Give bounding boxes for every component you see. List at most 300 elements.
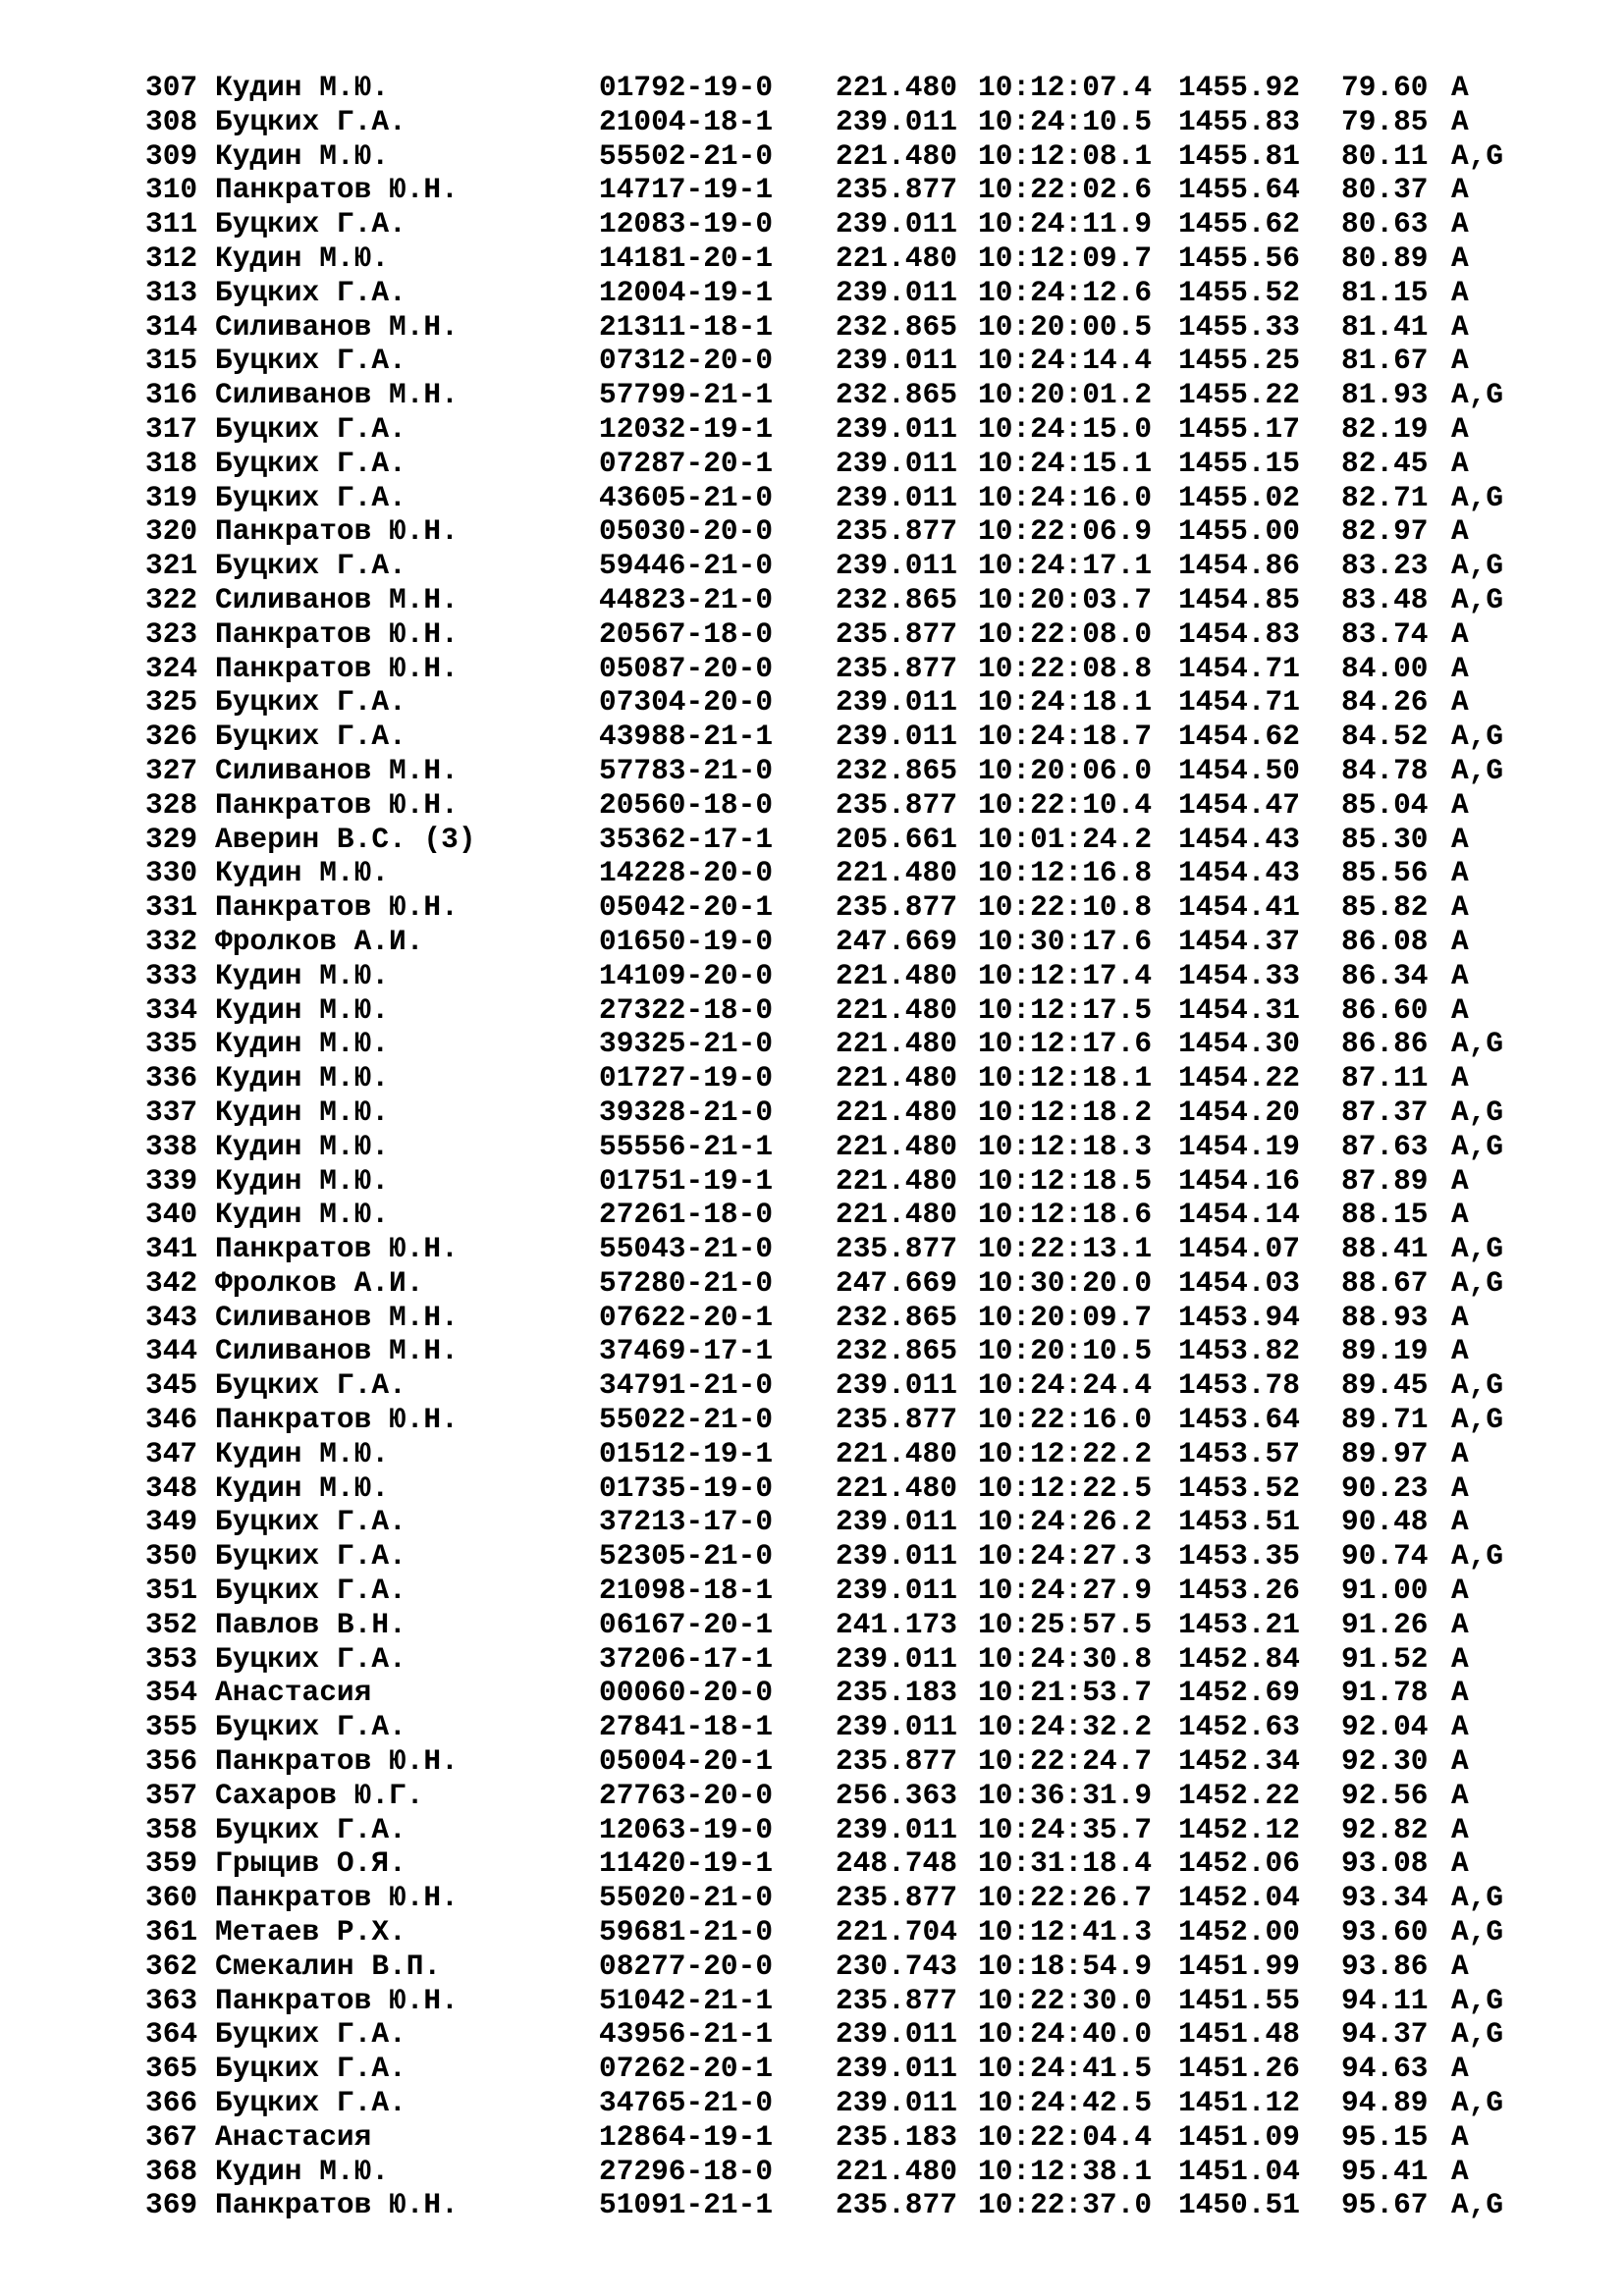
row-coefficient: 88.15: [1341, 1198, 1429, 1232]
row-distance: 239.011: [836, 344, 957, 378]
row-owner-name: Фролков А.И.: [215, 924, 424, 958]
row-flags: A: [1451, 1300, 1469, 1334]
row-ring-number: 05004-20-1: [599, 1744, 774, 1779]
row-owner-name: Павлов В.Н.: [215, 1607, 406, 1641]
row-distance: 221.480: [836, 856, 957, 890]
row-ring-number: 57280-21-0: [599, 1265, 774, 1300]
row-flags: A: [1451, 1846, 1469, 1881]
row-arrival-time: 10:24:14.4: [978, 344, 1153, 378]
row-coefficient: 91.26: [1341, 1607, 1429, 1641]
row-distance: 248.748: [836, 1846, 957, 1881]
row-position: 345: [145, 1368, 198, 1403]
row-ring-number: 27763-20-0: [599, 1778, 774, 1812]
row-distance: 221.480: [836, 1470, 957, 1505]
row-arrival-time: 10:12:22.2: [978, 1436, 1153, 1470]
row-owner-name: Силиванов М.Н.: [215, 1334, 459, 1368]
row-speed: 1452.63: [1178, 1710, 1300, 1744]
row-arrival-time: 10:22:26.7: [978, 1881, 1153, 1915]
row-arrival-time: 10:24:35.7: [978, 1812, 1153, 1846]
row-arrival-time: 10:20:10.5: [978, 1334, 1153, 1368]
row-speed: 1454.37: [1178, 924, 1300, 958]
row-position: 358: [145, 1812, 198, 1846]
row-arrival-time: 10:22:08.8: [978, 651, 1153, 685]
row-distance: 239.011: [836, 720, 957, 754]
row-distance: 221.480: [836, 138, 957, 173]
row-flags: A: [1451, 2052, 1469, 2086]
row-speed: 1451.12: [1178, 2086, 1300, 2120]
row-ring-number: 43605-21-0: [599, 480, 774, 514]
row-arrival-time: 10:24:10.5: [978, 104, 1153, 138]
row-coefficient: 84.52: [1341, 720, 1429, 754]
row-coefficient: 92.04: [1341, 1710, 1429, 1744]
row-position: 312: [145, 240, 198, 275]
row-speed: 1455.83: [1178, 104, 1300, 138]
row-position: 350: [145, 1539, 198, 1574]
row-flags: A,G: [1451, 1027, 1504, 1061]
row-speed: 1455.81: [1178, 138, 1300, 173]
row-flags: A,G: [1451, 1129, 1504, 1163]
row-coefficient: 86.34: [1341, 958, 1429, 992]
row-arrival-time: 10:12:18.3: [978, 1129, 1153, 1163]
row-owner-name: Буцких Г.А.: [215, 344, 406, 378]
row-speed: 1453.35: [1178, 1539, 1300, 1574]
row-flags: A: [1451, 992, 1469, 1027]
row-owner-name: Панкратов Ю.Н.: [215, 1744, 459, 1779]
row-distance: 235.183: [836, 2119, 957, 2154]
row-flags: A: [1451, 856, 1469, 890]
row-ring-number: 06167-20-1: [599, 1607, 774, 1641]
row-flags: A: [1451, 104, 1469, 138]
row-flags: A: [1451, 344, 1469, 378]
row-speed: 1454.47: [1178, 787, 1300, 822]
row-ring-number: 44823-21-0: [599, 582, 774, 616]
row-owner-name: Кудин М.Ю.: [215, 1061, 390, 1095]
row-arrival-time: 10:12:38.1: [978, 2154, 1153, 2188]
row-coefficient: 94.63: [1341, 2052, 1429, 2086]
row-arrival-time: 10:22:24.7: [978, 1744, 1153, 1779]
row-flags: A: [1451, 1949, 1469, 1983]
row-distance: 221.480: [836, 71, 957, 104]
row-arrival-time: 10:22:30.0: [978, 1983, 1153, 2017]
row-ring-number: 55043-21-0: [599, 1232, 774, 1266]
row-position: 369: [145, 2188, 198, 2222]
row-ring-number: 51042-21-1: [599, 1983, 774, 2017]
row-arrival-time: 10:20:00.5: [978, 309, 1153, 344]
row-coefficient: 83.74: [1341, 616, 1429, 651]
row-distance: 235.877: [836, 616, 957, 651]
row-speed: 1451.09: [1178, 2119, 1300, 2154]
row-owner-name: Панкратов Ю.Н.: [215, 2188, 459, 2222]
row-coefficient: 84.00: [1341, 651, 1429, 685]
row-position: 367: [145, 2119, 198, 2154]
row-ring-number: 14228-20-0: [599, 856, 774, 890]
row-position: 362: [145, 1949, 198, 1983]
row-flags: A: [1451, 446, 1469, 480]
row-flags: A: [1451, 207, 1469, 241]
row-coefficient: 94.89: [1341, 2086, 1429, 2120]
row-coefficient: 82.19: [1341, 411, 1429, 446]
row-distance: 232.865: [836, 1334, 957, 1368]
row-distance: 232.865: [836, 582, 957, 616]
row-position: 349: [145, 1505, 198, 1539]
row-arrival-time: 10:12:18.1: [978, 1061, 1153, 1095]
row-owner-name: Буцких Г.А.: [215, 1505, 406, 1539]
row-speed: 1455.62: [1178, 207, 1300, 241]
row-owner-name: Кудин М.Ю.: [215, 1198, 390, 1232]
row-speed: 1454.14: [1178, 1198, 1300, 1232]
row-coefficient: 91.52: [1341, 1641, 1429, 1676]
row-ring-number: 43956-21-1: [599, 2017, 774, 2052]
row-arrival-time: 10:36:31.9: [978, 1778, 1153, 1812]
row-distance: 235.877: [836, 1881, 957, 1915]
row-position: 344: [145, 1334, 198, 1368]
row-speed: 1453.78: [1178, 1368, 1300, 1403]
row-coefficient: 87.89: [1341, 1163, 1429, 1198]
row-owner-name: Буцких Г.А.: [215, 685, 406, 720]
row-distance: 239.011: [836, 1641, 957, 1676]
row-flags: A: [1451, 890, 1469, 925]
row-arrival-time: 10:24:40.0: [978, 2017, 1153, 2052]
row-distance: 241.173: [836, 1607, 957, 1641]
row-position: 326: [145, 720, 198, 754]
row-coefficient: 80.89: [1341, 240, 1429, 275]
row-arrival-time: 10:30:20.0: [978, 1265, 1153, 1300]
row-position: 318: [145, 446, 198, 480]
row-owner-name: Панкратов Ю.Н.: [215, 1983, 459, 2017]
row-coefficient: 89.19: [1341, 1334, 1429, 1368]
row-speed: 1454.31: [1178, 992, 1300, 1027]
row-ring-number: 39328-21-0: [599, 1095, 774, 1129]
row-owner-name: Буцких Г.А.: [215, 2017, 406, 2052]
row-owner-name: Панкратов Ю.Н.: [215, 787, 459, 822]
row-flags: A,G: [1451, 1232, 1504, 1266]
row-arrival-time: 10:24:18.1: [978, 685, 1153, 720]
row-position: 351: [145, 1574, 198, 1608]
row-coefficient: 94.37: [1341, 2017, 1429, 2052]
row-speed: 1452.12: [1178, 1812, 1300, 1846]
row-ring-number: 35362-17-1: [599, 822, 774, 856]
row-distance: 205.661: [836, 822, 957, 856]
row-flags: A: [1451, 651, 1469, 685]
row-flags: A: [1451, 1744, 1469, 1779]
row-flags: A: [1451, 514, 1469, 549]
row-coefficient: 93.60: [1341, 1915, 1429, 1949]
row-flags: A,G: [1451, 1881, 1504, 1915]
row-arrival-time: 10:22:06.9: [978, 514, 1153, 549]
row-position: 308: [145, 104, 198, 138]
row-arrival-time: 10:22:13.1: [978, 1232, 1153, 1266]
row-position: 313: [145, 275, 198, 309]
row-position: 366: [145, 2086, 198, 2120]
row-distance: 221.480: [836, 992, 957, 1027]
row-distance: 239.011: [836, 1574, 957, 1608]
row-coefficient: 91.00: [1341, 1574, 1429, 1608]
row-distance: 239.011: [836, 1505, 957, 1539]
row-owner-name: Аверин В.С. (3): [215, 822, 476, 856]
row-ring-number: 08277-20-0: [599, 1949, 774, 1983]
row-distance: 239.011: [836, 1539, 957, 1574]
row-coefficient: 81.15: [1341, 275, 1429, 309]
row-distance: 235.877: [836, 1744, 957, 1779]
row-speed: 1452.06: [1178, 1846, 1300, 1881]
row-ring-number: 34765-21-0: [599, 2086, 774, 2120]
row-distance: 235.877: [836, 1983, 957, 2017]
row-arrival-time: 10:24:15.0: [978, 411, 1153, 446]
row-distance: 247.669: [836, 1265, 957, 1300]
row-arrival-time: 10:22:08.0: [978, 616, 1153, 651]
row-coefficient: 92.82: [1341, 1812, 1429, 1846]
row-coefficient: 90.48: [1341, 1505, 1429, 1539]
row-position: 324: [145, 651, 198, 685]
row-owner-name: Кудин М.Ю.: [215, 992, 390, 1027]
row-position: 319: [145, 480, 198, 514]
row-position: 368: [145, 2154, 198, 2188]
row-owner-name: Сахаров Ю.Г.: [215, 1778, 424, 1812]
row-owner-name: Анастасия: [215, 1676, 372, 1710]
row-ring-number: 01735-19-0: [599, 1470, 774, 1505]
row-owner-name: Смекалин В.П.: [215, 1949, 442, 1983]
row-position: 309: [145, 138, 198, 173]
row-arrival-time: 10:20:03.7: [978, 582, 1153, 616]
row-coefficient: 86.08: [1341, 924, 1429, 958]
row-coefficient: 93.34: [1341, 1881, 1429, 1915]
row-ring-number: 20560-18-0: [599, 787, 774, 822]
row-position: 329: [145, 822, 198, 856]
row-speed: 1454.16: [1178, 1163, 1300, 1198]
row-arrival-time: 10:25:57.5: [978, 1607, 1153, 1641]
row-coefficient: 89.97: [1341, 1436, 1429, 1470]
row-speed: 1454.43: [1178, 856, 1300, 890]
row-distance: 235.877: [836, 1232, 957, 1266]
row-flags: A,G: [1451, 720, 1504, 754]
row-position: 359: [145, 1846, 198, 1881]
row-distance: 221.480: [836, 1027, 957, 1061]
row-distance: 221.480: [836, 1095, 957, 1129]
row-owner-name: Буцких Г.А.: [215, 275, 406, 309]
row-ring-number: 34791-21-0: [599, 1368, 774, 1403]
row-speed: 1452.69: [1178, 1676, 1300, 1710]
row-position: 332: [145, 924, 198, 958]
row-owner-name: Метаев Р.Х.: [215, 1915, 406, 1949]
row-coefficient: 92.56: [1341, 1778, 1429, 1812]
row-speed: 1453.51: [1178, 1505, 1300, 1539]
row-owner-name: Буцких Г.А.: [215, 446, 406, 480]
row-ring-number: 12864-19-1: [599, 2119, 774, 2154]
row-ring-number: 37206-17-1: [599, 1641, 774, 1676]
row-flags: A: [1451, 1198, 1469, 1232]
row-arrival-time: 10:12:17.6: [978, 1027, 1153, 1061]
row-owner-name: Силиванов М.Н.: [215, 753, 459, 787]
row-owner-name: Силиванов М.Н.: [215, 309, 459, 344]
row-distance: 239.011: [836, 104, 957, 138]
row-coefficient: 88.41: [1341, 1232, 1429, 1266]
row-arrival-time: 10:12:09.7: [978, 240, 1153, 275]
row-distance: 232.865: [836, 753, 957, 787]
row-position: 316: [145, 378, 198, 412]
row-position: 336: [145, 1061, 198, 1095]
row-coefficient: 85.82: [1341, 890, 1429, 925]
row-flags: A,G: [1451, 138, 1504, 173]
row-coefficient: 81.67: [1341, 344, 1429, 378]
row-position: 352: [145, 1607, 198, 1641]
row-position: 328: [145, 787, 198, 822]
row-flags: A,G: [1451, 582, 1504, 616]
row-speed: 1454.71: [1178, 685, 1300, 720]
row-position: 333: [145, 958, 198, 992]
row-ring-number: 01727-19-0: [599, 1061, 774, 1095]
row-position: 365: [145, 2052, 198, 2086]
row-flags: A: [1451, 1505, 1469, 1539]
row-owner-name: Буцких Г.А.: [215, 2052, 406, 2086]
row-arrival-time: 10:24:17.1: [978, 549, 1153, 583]
row-coefficient: 84.26: [1341, 685, 1429, 720]
row-ring-number: 43988-21-1: [599, 720, 774, 754]
row-arrival-time: 10:22:10.4: [978, 787, 1153, 822]
row-position: 325: [145, 685, 198, 720]
row-arrival-time: 10:22:04.4: [978, 2119, 1153, 2154]
row-distance: 239.011: [836, 1368, 957, 1403]
row-ring-number: 01512-19-1: [599, 1436, 774, 1470]
row-position: 340: [145, 1198, 198, 1232]
row-flags: A,G: [1451, 1915, 1504, 1949]
row-coefficient: 91.78: [1341, 1676, 1429, 1710]
row-position: 311: [145, 207, 198, 241]
row-position: 331: [145, 890, 198, 925]
row-ring-number: 07622-20-1: [599, 1300, 774, 1334]
row-flags: A: [1451, 411, 1469, 446]
row-position: 342: [145, 1265, 198, 1300]
row-owner-name: Силиванов М.Н.: [215, 1300, 459, 1334]
row-arrival-time: 10:20:01.2: [978, 378, 1153, 412]
row-speed: 1453.21: [1178, 1607, 1300, 1641]
row-position: 347: [145, 1436, 198, 1470]
row-ring-number: 59681-21-0: [599, 1915, 774, 1949]
row-speed: 1454.71: [1178, 651, 1300, 685]
row-owner-name: Кудин М.Ю.: [215, 138, 390, 173]
row-ring-number: 12004-19-1: [599, 275, 774, 309]
row-speed: 1454.50: [1178, 753, 1300, 787]
row-owner-name: Буцких Г.А.: [215, 1641, 406, 1676]
row-position: 322: [145, 582, 198, 616]
row-distance: 239.011: [836, 207, 957, 241]
row-owner-name: Кудин М.Ю.: [215, 1027, 390, 1061]
row-ring-number: 52305-21-0: [599, 1539, 774, 1574]
row-owner-name: Буцких Г.А.: [215, 411, 406, 446]
row-coefficient: 84.78: [1341, 753, 1429, 787]
row-owner-name: Кудин М.Ю.: [215, 1436, 390, 1470]
row-position: 355: [145, 1710, 198, 1744]
row-distance: 239.011: [836, 1812, 957, 1846]
row-flags: A: [1451, 924, 1469, 958]
row-arrival-time: 10:22:37.0: [978, 2188, 1153, 2222]
row-coefficient: 95.41: [1341, 2154, 1429, 2188]
row-arrival-time: 10:24:16.0: [978, 480, 1153, 514]
row-owner-name: Буцких Г.А.: [215, 1710, 406, 1744]
row-flags: A: [1451, 309, 1469, 344]
row-speed: 1453.82: [1178, 1334, 1300, 1368]
row-flags: A,G: [1451, 549, 1504, 583]
row-arrival-time: 10:24:24.4: [978, 1368, 1153, 1403]
row-speed: 1455.22: [1178, 378, 1300, 412]
row-flags: A: [1451, 787, 1469, 822]
row-flags: A,G: [1451, 1265, 1504, 1300]
row-ring-number: 55022-21-0: [599, 1403, 774, 1437]
row-owner-name: Буцких Г.А.: [215, 1574, 406, 1608]
row-coefficient: 93.86: [1341, 1949, 1429, 1983]
row-position: 337: [145, 1095, 198, 1129]
row-distance: 235.877: [836, 651, 957, 685]
row-distance: 221.480: [836, 1436, 957, 1470]
row-distance: 230.743: [836, 1949, 957, 1983]
row-ring-number: 27322-18-0: [599, 992, 774, 1027]
row-speed: 1453.26: [1178, 1574, 1300, 1608]
row-coefficient: 87.37: [1341, 1095, 1429, 1129]
row-coefficient: 92.30: [1341, 1744, 1429, 1779]
row-coefficient: 95.15: [1341, 2119, 1429, 2154]
row-flags: A,G: [1451, 1983, 1504, 2017]
row-owner-name: Буцких Г.А.: [215, 549, 406, 583]
row-arrival-time: 10:12:41.3: [978, 1915, 1153, 1949]
row-arrival-time: 10:12:07.4: [978, 71, 1153, 104]
row-distance: 232.865: [836, 309, 957, 344]
row-flags: A: [1451, 1607, 1469, 1641]
row-ring-number: 14717-19-1: [599, 173, 774, 207]
row-coefficient: 82.71: [1341, 480, 1429, 514]
row-ring-number: 01751-19-1: [599, 1163, 774, 1198]
row-flags: A: [1451, 958, 1469, 992]
row-ring-number: 55502-21-0: [599, 138, 774, 173]
row-arrival-time: 10:12:22.5: [978, 1470, 1153, 1505]
row-coefficient: 88.67: [1341, 1265, 1429, 1300]
row-owner-name: Кудин М.Ю.: [215, 240, 390, 275]
row-distance: 232.865: [836, 1300, 957, 1334]
row-position: 353: [145, 1641, 198, 1676]
row-distance: 235.877: [836, 514, 957, 549]
row-owner-name: Панкратов Ю.Н.: [215, 173, 459, 207]
row-arrival-time: 10:21:53.7: [978, 1676, 1153, 1710]
row-coefficient: 94.11: [1341, 1983, 1429, 2017]
row-coefficient: 80.37: [1341, 173, 1429, 207]
row-flags: A: [1451, 1163, 1469, 1198]
row-position: 346: [145, 1403, 198, 1437]
row-speed: 1451.04: [1178, 2154, 1300, 2188]
row-ring-number: 39325-21-0: [599, 1027, 774, 1061]
row-flags: A: [1451, 616, 1469, 651]
row-arrival-time: 10:12:18.2: [978, 1095, 1153, 1129]
row-arrival-time: 10:22:02.6: [978, 173, 1153, 207]
row-flags: A,G: [1451, 1368, 1504, 1403]
row-speed: 1451.48: [1178, 2017, 1300, 2052]
row-flags: A: [1451, 1710, 1469, 1744]
row-speed: 1454.33: [1178, 958, 1300, 992]
row-distance: 235.877: [836, 2188, 957, 2222]
row-arrival-time: 10:24:26.2: [978, 1505, 1153, 1539]
row-ring-number: 14109-20-0: [599, 958, 774, 992]
row-flags: A: [1451, 173, 1469, 207]
row-flags: A,G: [1451, 480, 1504, 514]
row-speed: 1454.86: [1178, 549, 1300, 583]
row-distance: 239.011: [836, 2017, 957, 2052]
row-arrival-time: 10:24:12.6: [978, 275, 1153, 309]
row-owner-name: Панкратов Ю.Н.: [215, 651, 459, 685]
row-flags: A: [1451, 275, 1469, 309]
row-arrival-time: 10:24:41.5: [978, 2052, 1153, 2086]
row-speed: 1454.07: [1178, 1232, 1300, 1266]
row-ring-number: 05042-20-1: [599, 890, 774, 925]
row-coefficient: 86.86: [1341, 1027, 1429, 1061]
row-ring-number: 21311-18-1: [599, 309, 774, 344]
row-arrival-time: 10:12:16.8: [978, 856, 1153, 890]
